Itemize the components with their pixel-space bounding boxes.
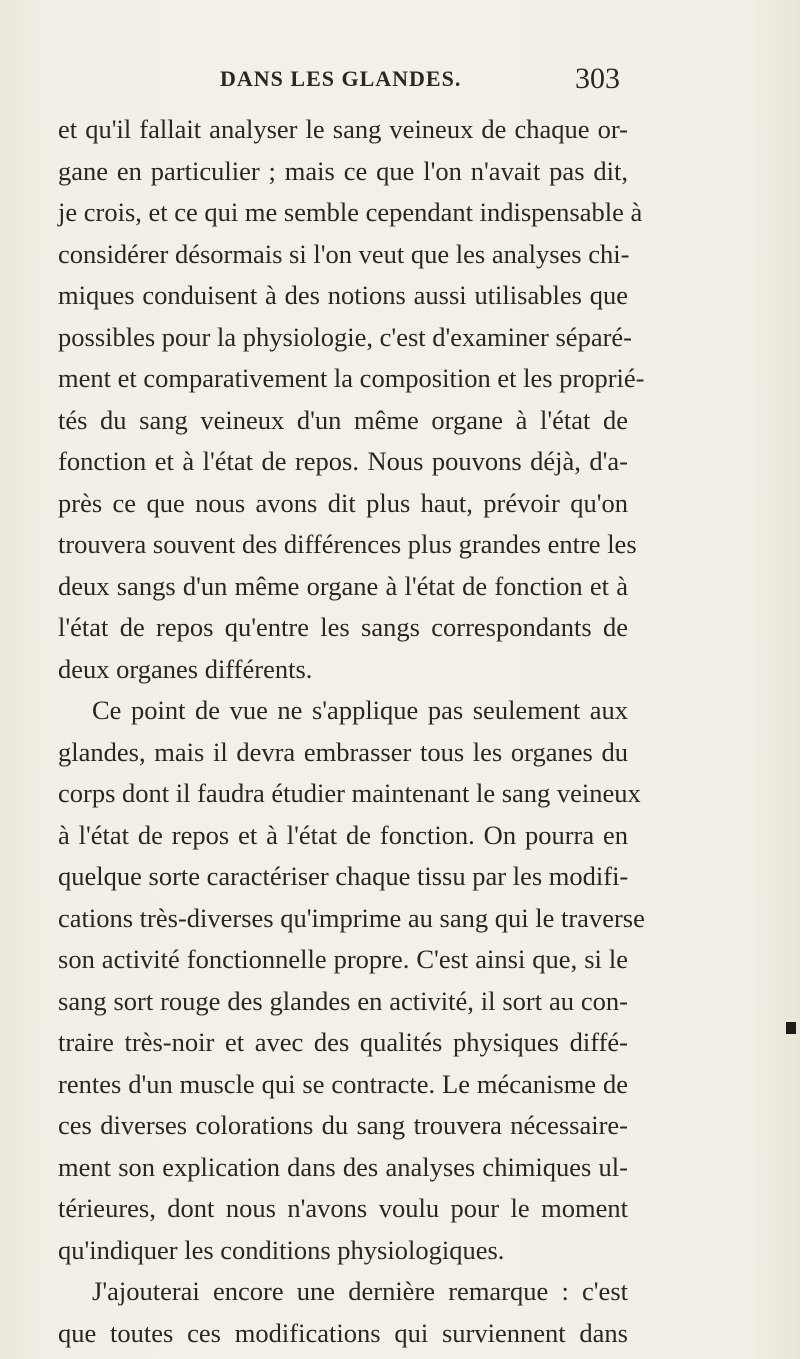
text-line: deux organes différents. bbox=[58, 653, 313, 684]
page-header bbox=[60, 62, 620, 102]
text-line: quelque sorte caractériser chaque tissu par les modifi- bbox=[58, 861, 629, 891]
margin-mark bbox=[786, 1022, 796, 1034]
page-number: 303 bbox=[575, 62, 620, 95]
text-line: rentes d'un muscle qui se contracte. Le mécanisme de bbox=[58, 1068, 628, 1099]
text-line: que toutes ces modifications qui surviennent dans bbox=[58, 1317, 628, 1348]
text-line: ces diverses colorations du sang trouvera nécessaire- bbox=[58, 1110, 628, 1140]
text-line: miques conduisent à des notions aussi utilisables que bbox=[58, 280, 628, 310]
text-line: considérer désormais si l'on veut que les analyses chi- bbox=[58, 238, 630, 269]
text-line: gane en particulier ; mais ce que l'on n'avait pas dit, bbox=[58, 155, 628, 186]
text-line: Ce point de vue ne s'applique pas seulement aux bbox=[92, 695, 628, 725]
text-line: térieures, dont nous n'avons voulu pour le moment bbox=[58, 1193, 628, 1223]
text-line: fonction et à l'état de repos. Nous pouvons déjà, d'a- bbox=[58, 446, 628, 476]
text-line: je crois, et ce qui me semble cependant indispensable à bbox=[58, 197, 643, 227]
text-line: près ce que nous avons dit plus haut, prévoir qu'on bbox=[58, 487, 628, 518]
text-line: ment et comparativement la composition et les proprié- bbox=[58, 363, 645, 393]
text-line: tés du sang veineux d'un même organe à l'état de bbox=[58, 404, 628, 435]
text-line: à l'état de repos et à l'état de fonction. On pourra en bbox=[58, 819, 628, 850]
text-line: trouvera souvent des différences plus grandes entre les bbox=[58, 529, 637, 559]
text-line: glandes, mais il devra embrasser tous les organes du bbox=[58, 736, 628, 767]
running-head: DANS LES GLANDES. bbox=[220, 66, 462, 91]
text-line: son activité fonctionnelle propre. C'est ainsi que, si le bbox=[58, 944, 628, 974]
text-line: sang sort rouge des glandes en activité, il sort au con- bbox=[58, 985, 628, 1016]
text-line: traire très-noir et avec des qualités physiques diffé- bbox=[58, 1027, 628, 1057]
text-line: l'état de repos qu'entre les sangs correspondants de bbox=[58, 612, 628, 642]
text-line: possibles pour la physiologie, c'est d'examiner séparé- bbox=[58, 321, 632, 352]
text-line: et qu'il fallait analyser le sang veineux de chaque or- bbox=[58, 114, 628, 144]
text-line: ment son explication dans des analyses chimiques ul- bbox=[58, 1151, 628, 1182]
text-line: qu'indiquer les conditions physiologiques. bbox=[58, 1234, 505, 1265]
text-line: cations très-diverses qu'imprime au sang qui le traverse bbox=[58, 902, 645, 933]
body-text bbox=[58, 109, 645, 1354]
text-line: J'ajouterai encore une dernière remarque : c'est bbox=[92, 1276, 628, 1306]
text-line: corps dont il faudra étudier maintenant le sang veineux bbox=[58, 778, 641, 808]
text-line: deux sangs d'un même organe à l'état de fonction et à bbox=[58, 570, 628, 601]
